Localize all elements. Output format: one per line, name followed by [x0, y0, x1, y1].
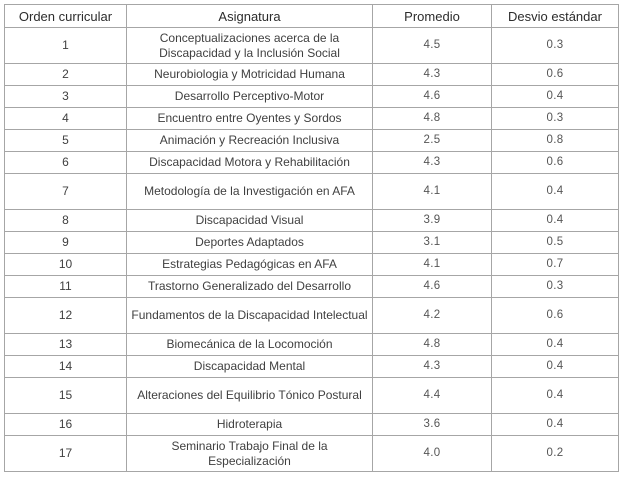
cell-desvio: 0.4 [492, 334, 619, 356]
cell-promedio: 2.5 [373, 130, 492, 152]
cell-promedio: 4.6 [373, 276, 492, 298]
table-row [5, 298, 619, 334]
cell-promedio: 4.6 [373, 86, 492, 108]
cell-promedio: 4.3 [373, 64, 492, 86]
cell-desvio: 0.4 [492, 174, 619, 210]
cell-asignatura: Animación y Recreación Inclusiva [127, 130, 373, 152]
table-row [5, 130, 619, 152]
cell-orden: 16 [5, 414, 127, 436]
cell-promedio: 4.4 [373, 378, 492, 414]
cell-promedio: 4.8 [373, 334, 492, 356]
cell-desvio: 0.6 [492, 64, 619, 86]
grades-table-container [4, 4, 618, 472]
cell-promedio: 4.8 [373, 108, 492, 130]
cell-orden: 3 [5, 86, 127, 108]
table-body [5, 28, 619, 472]
table-row [5, 436, 619, 472]
cell-desvio: 0.4 [492, 356, 619, 378]
table-row [5, 28, 619, 64]
cell-desvio: 0.2 [492, 436, 619, 472]
cell-asignatura: Alteraciones del Equilibrio Tónico Postural [127, 378, 373, 414]
cell-desvio: 0.4 [492, 414, 619, 436]
cell-orden: 11 [5, 276, 127, 298]
cell-desvio: 0.3 [492, 276, 619, 298]
cell-asignatura: Desarrollo Perceptivo-Motor [127, 86, 373, 108]
table-row [5, 86, 619, 108]
cell-desvio: 0.3 [492, 28, 619, 64]
cell-promedio: 3.1 [373, 232, 492, 254]
header-desvio: Desvio estándar [492, 5, 619, 28]
cell-promedio: 4.3 [373, 152, 492, 174]
cell-orden: 14 [5, 356, 127, 378]
cell-orden: 10 [5, 254, 127, 276]
cell-promedio: 4.2 [373, 298, 492, 334]
cell-promedio: 4.5 [373, 28, 492, 64]
cell-desvio: 0.8 [492, 130, 619, 152]
cell-promedio: 3.9 [373, 210, 492, 232]
cell-desvio: 0.4 [492, 210, 619, 232]
cell-orden: 5 [5, 130, 127, 152]
table-row [5, 276, 619, 298]
cell-desvio: 0.4 [492, 378, 619, 414]
table-row [5, 356, 619, 378]
table-row [5, 414, 619, 436]
table-row [5, 254, 619, 276]
cell-asignatura: Discapacidad Motora y Rehabilitación [127, 152, 373, 174]
cell-orden: 8 [5, 210, 127, 232]
cell-orden: 17 [5, 436, 127, 472]
cell-orden: 4 [5, 108, 127, 130]
cell-desvio: 0.6 [492, 298, 619, 334]
cell-orden: 2 [5, 64, 127, 86]
cell-asignatura: Seminario Trabajo Final de la Especialización [127, 436, 373, 472]
header-row [5, 5, 619, 28]
cell-asignatura: Estrategias Pedagógicas en AFA [127, 254, 373, 276]
cell-promedio: 3.6 [373, 414, 492, 436]
cell-desvio: 0.4 [492, 86, 619, 108]
header-asignatura: Asignatura [127, 5, 373, 28]
table-row [5, 108, 619, 130]
cell-desvio: 0.3 [492, 108, 619, 130]
cell-desvio: 0.7 [492, 254, 619, 276]
cell-asignatura: Hidroterapia [127, 414, 373, 436]
cell-orden: 1 [5, 28, 127, 64]
table-row [5, 174, 619, 210]
table-header [5, 5, 619, 28]
cell-desvio: 0.5 [492, 232, 619, 254]
cell-asignatura: Trastorno Generalizado del Desarrollo [127, 276, 373, 298]
table-row [5, 210, 619, 232]
table-row [5, 334, 619, 356]
cell-orden: 13 [5, 334, 127, 356]
cell-promedio: 4.1 [373, 254, 492, 276]
cell-asignatura: Biomecánica de la Locomoción [127, 334, 373, 356]
table-row [5, 64, 619, 86]
cell-orden: 15 [5, 378, 127, 414]
cell-promedio: 4.0 [373, 436, 492, 472]
cell-desvio: 0.6 [492, 152, 619, 174]
cell-asignatura: Discapacidad Mental [127, 356, 373, 378]
cell-asignatura: Metodología de la Investigación en AFA [127, 174, 373, 210]
table-row [5, 232, 619, 254]
cell-orden: 9 [5, 232, 127, 254]
header-orden: Orden curricular [5, 5, 127, 28]
cell-promedio: 4.1 [373, 174, 492, 210]
cell-promedio: 4.3 [373, 356, 492, 378]
cell-orden: 6 [5, 152, 127, 174]
table-row [5, 378, 619, 414]
cell-asignatura: Deportes Adaptados [127, 232, 373, 254]
cell-asignatura: Fundamentos de la Discapacidad Intelectual [127, 298, 373, 334]
cell-orden: 7 [5, 174, 127, 210]
cell-asignatura: Discapacidad Visual [127, 210, 373, 232]
cell-asignatura: Encuentro entre Oyentes y Sordos [127, 108, 373, 130]
header-promedio: Promedio [373, 5, 492, 28]
cell-asignatura: Neurobiologia y Motricidad Humana [127, 64, 373, 86]
cell-orden: 12 [5, 298, 127, 334]
grades-table [4, 4, 619, 472]
table-row [5, 152, 619, 174]
cell-asignatura: Conceptualizaciones acerca de la Discapacidad y la Inclusión Social [127, 28, 373, 64]
